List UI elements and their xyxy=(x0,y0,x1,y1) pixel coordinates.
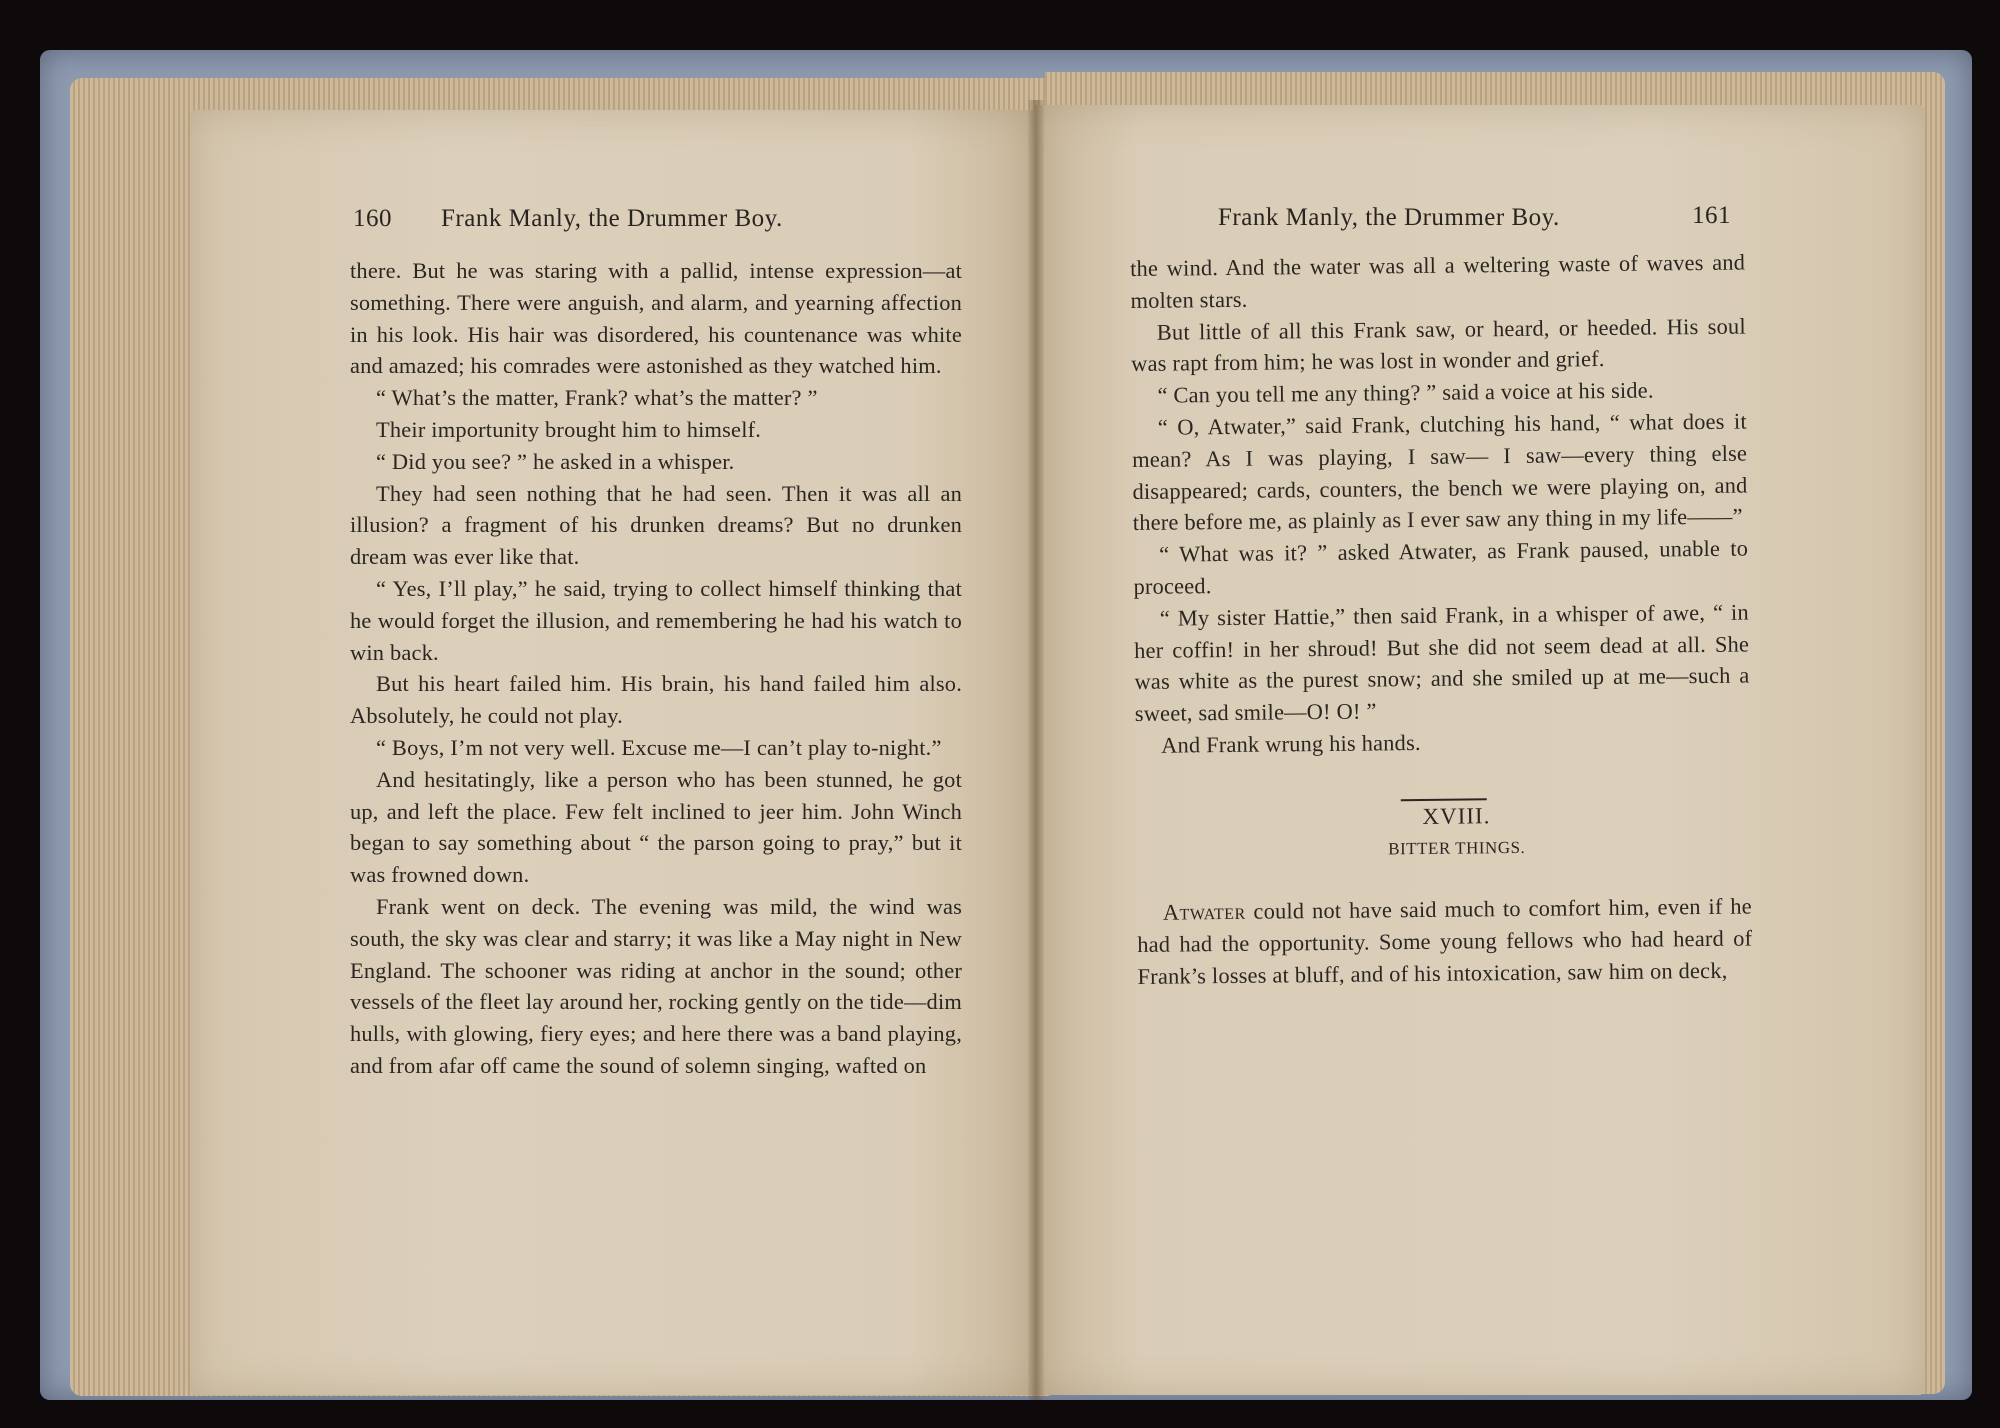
paragraph: Their importunity brought him to himself. xyxy=(376,416,762,442)
paragraph: “ Yes, I’ll play,” he said, trying to collect himself thinking that he would forget the illusion, and remembering he had his watch to win back. xyxy=(350,575,962,665)
paragraph: “ What’s the matter, Frank? what’s the matter? ” xyxy=(376,385,818,411)
paragraph: They had seen nothing that he had seen. Then it was all an illusion? a fragment of his drunken dreams? But no drunken dream was ever like that. xyxy=(350,480,962,570)
left-page-text xyxy=(350,255,962,1082)
chapter-opening-paragraph xyxy=(1137,891,1753,993)
right-page-number: 161 xyxy=(1692,202,1731,229)
chapter-paragraph-text: could not have said much to comfort him, even if he had had the opportunity. Some young fellows who had heard of Frank’s losses at bluff, and of his intoxication, saw him on deck, xyxy=(1137,893,1753,989)
paragraph: “ O, Atwater,” said Frank, clutching his hand, “ what does it mean? As I was playing, I saw— I saw—every thing else disappeared; cards, counters, the bench we were playing on, and there before me, as plainly as I ever saw any thing in my life——” xyxy=(1132,408,1748,536)
paragraph: And hesitatingly, like a person who has been stunned, he got up, and left the place. Few felt inclined to jeer him. John Winch began to say something about “ the parson going to pray,” but it was frowned down. xyxy=(350,766,962,888)
right-running-title: Frank Manly, the Drummer Boy. xyxy=(1218,204,1560,231)
paragraph: the wind. And the water was all a weltering waste of waves and molten stars. xyxy=(1130,249,1746,313)
chapter-title: BITTER THINGS. xyxy=(1388,837,1526,858)
paragraph: But little of all this Frank saw, or heard, or heeded. His soul was rapt from him; he was lost in wonder and grief. xyxy=(1131,313,1746,377)
right-page-text xyxy=(1130,247,1753,993)
paragraph: Frank went on deck. The evening was mild, the wind was south, the sky was clear and starry; it was like a May night in New England. The schooner was riding at anchor in the sound; other vessels of the fleet lay around her, rocking gently on the tide—dim hulls, with glowing, fiery eyes; and here there was a band playing, and from afar off came the sound of solemn singing, wafted on xyxy=(350,893,962,1078)
paragraph: “ What was it? ” asked Atwater, as Frank paused, unable to proceed. xyxy=(1133,535,1749,599)
paragraph: there. But he was staring with a pallid, intense expression—at something. There were anguish, and alarm, and yearning affection in his look. His hair was disordered, his countenance was white and amazed; his comrades were astonished as they watched him. xyxy=(350,258,962,379)
chapter-first-word: Atwater xyxy=(1162,899,1246,926)
paragraph: “ Boys, I’m not very well. Excuse me—I can’t play to-night.” xyxy=(376,734,942,760)
paragraph: “ Did you see? ” he asked in a whisper. xyxy=(376,448,735,474)
book-gutter xyxy=(1028,100,1044,1400)
paragraph: But his heart failed him. His brain, his hand failed him also. Absolutely, he could not play. xyxy=(350,671,962,729)
chapter-number: XVIII. xyxy=(1422,803,1491,829)
paragraph: “ Can you tell me any thing? ” said a voice at his side. xyxy=(1157,377,1654,408)
left-running-title: Frank Manly, the Drummer Boy. xyxy=(441,205,783,232)
left-page-number: 160 xyxy=(353,205,392,232)
paragraph: And Frank wrung his hands. xyxy=(1161,729,1421,758)
paragraph: “ My sister Hattie,” then said Frank, in a whisper of awe, “ in her coffin! in her shroud! But she did not seem dead at all. She was white as the purest snow; and she smiled up at me—such a sweet, sad smile—O! O! ” xyxy=(1134,599,1750,727)
